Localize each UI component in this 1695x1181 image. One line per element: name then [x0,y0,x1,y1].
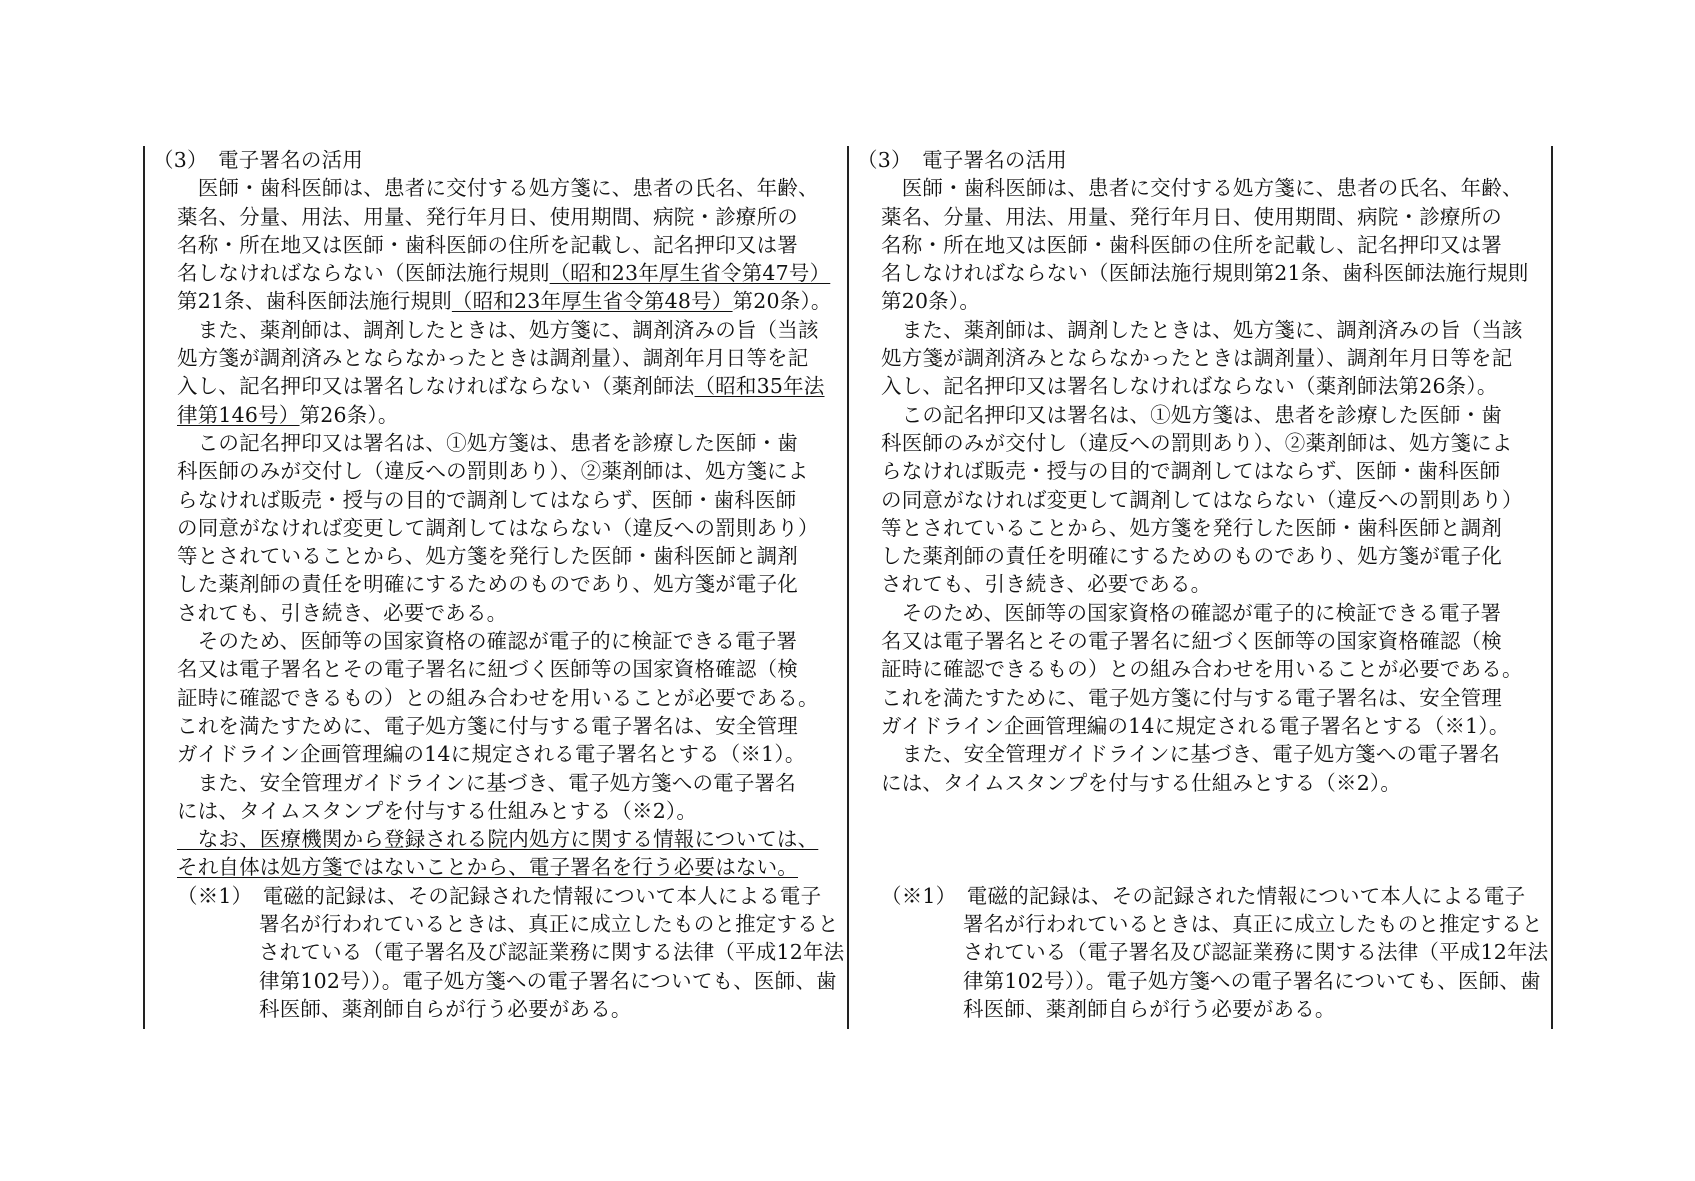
text-line [177,825,817,853]
text-line: 科医師のみが交付し（違反への罰則あり）、②薬剤師は、処方箋によ [881,430,1513,455]
blank-line [857,797,1521,825]
footnote-line: 律第102号））。電子処方箋への電子署名についても、医師、歯 [963,968,1541,993]
text-line: 名称・所在地又は医師・歯科医師の住所を記載し、記名押印又は署 [881,232,1502,257]
text-line: した薬剤師の責任を明確にするためのものであり、処方箋が電子化 [177,572,798,597]
text-line: 医師・歯科医師は、患者に交付する処方箋に、患者の氏名、年齢、 [177,176,819,201]
text-segment: 第26条）。 [299,402,399,427]
section-heading: （3） 電子署名の活用 [153,148,363,172]
column-divider-right [1551,146,1553,1029]
text-line: の同意がなければ変更して調剤してはならない（違反への罰則あり） [177,515,819,540]
paragraph-prescription-signing [857,174,1529,315]
text-line: 名又は電子署名とその電子署名に紐づく医師等の国家資格確認（検 [177,657,798,682]
text-segment: 名しなければならない（医師法施行規則 [177,261,550,286]
footnote-line: 科医師、薬剤師自らが行う必要がある。 [963,996,1336,1021]
text-line: らなければ販売・授与の目的で調剤してはならず、医師・歯科医師 [881,459,1501,484]
column-divider-left [143,146,145,1029]
text-line: 科医師のみが交付し（違反への罰則あり）、②薬剤師は、処方箋によ [177,459,809,484]
text-segment: 第21条、歯科医師法施行規則 [177,289,452,314]
text-line [177,287,832,315]
text-line [177,853,817,881]
text-line: 証時に確認できるもの）との組み合わせを用いることが必要である。 [177,685,819,710]
paragraph-qualification-check [857,599,1521,740]
underlined-revision: （昭和23年厚生省令第48号） [451,289,733,314]
footnote-line: （※1） 電磁的記録は、その記録された情報について本人による電子 [881,883,1526,908]
text-line: されても、引き続き、必要である。 [881,572,1212,597]
text-line: らなければ販売・授与の目的で調剤してはならず、医師・歯科医師 [177,487,797,512]
footnote-line: 署名が行われているときは、真正に成立したものと推定すると [963,912,1543,937]
text-line: 処方箋が調剤済みとならなかったときは調剤量）、調剤年月日等を記 [177,346,809,371]
text-line: 薬名、分量、用法、用量、発行年月日、使用期間、病院・診療所の [177,204,798,229]
paragraph-qualification-check [153,627,817,768]
text-line: この記名押印又は署名は、①処方箋は、患者を診療した医師・歯 [177,430,798,455]
underlined-revision: （昭和35年法 [694,374,825,399]
text-line: には、タイムスタンプを付与する仕組みとする（※2）。 [881,770,1402,795]
paragraph-responsibility [857,401,1521,599]
text-line: 入し、記名押印又は署名しなければならない（薬剤師法第26条）。 [881,374,1498,399]
text-line: した薬剤師の責任を明確にするためのものであり、処方箋が電子化 [881,544,1502,569]
footnote-line: されている（電子署名及び認証業務に関する法律（平成12年法 [963,940,1549,965]
text-line: また、安全管理ガイドラインに基づき、電子処方箋への電子署名 [881,742,1500,767]
text-line: されても、引き続き、必要である。 [177,600,508,625]
footnote-line: されている（電子署名及び認証業務に関する法律（平成12年法 [259,940,845,965]
text-line: そのため、医師等の国家資格の確認が電子的に検証できる電子署 [881,600,1502,625]
blank-line [857,853,1521,881]
text-line [177,372,825,400]
underlined-revision: それ自体は処方箋ではないことから、電子署名を行う必要はない。 [177,855,798,880]
left-column [153,146,845,1023]
underlined-revision: なお、医療機関から登録される院内処方に関する情報については、 [177,827,819,852]
text-line: 第20条）。 [881,289,981,314]
underlined-revision: 律第146号） [177,402,300,427]
paragraph-inhouse-prescription [153,825,817,882]
text-line: そのため、医師等の国家資格の確認が電子的に検証できる電子署 [177,629,798,654]
text-line: これを満たすために、電子処方箋に付与する電子署名は、安全管理 [881,685,1502,710]
text-line [177,259,831,287]
text-line: 薬名、分量、用法、用量、発行年月日、使用期間、病院・診療所の [881,204,1502,229]
text-line: また、薬剤師は、調剤したときは、処方箋に、調剤済みの旨（当該 [881,317,1523,342]
text-line: 名称・所在地又は医師・歯科医師の住所を記載し、記名押印又は署 [177,232,798,257]
text-line: ガイドライン企画管理編の14に規定される電子署名とする（※1）。 [177,742,806,767]
paragraph-timestamp [857,740,1521,797]
section-heading: （3） 電子署名の活用 [857,148,1067,172]
text-line: の同意がなければ変更して調剤してはならない（違反への罰則あり） [881,487,1523,512]
text-line: 医師・歯科医師は、患者に交付する処方箋に、患者の氏名、年齢、 [881,176,1523,201]
column-divider-center [847,146,849,1029]
blank-line [857,825,1521,853]
text-line: 等とされていることから、処方箋を発行した医師・歯科医師と調剤 [881,515,1502,540]
paragraph-pharmacist [153,316,825,429]
footnote-line: 署名が行われているときは、真正に成立したものと推定すると [259,912,839,937]
text-line: この記名押印又は署名は、①処方箋は、患者を診療した医師・歯 [881,402,1502,427]
right-column [857,146,1549,1023]
paragraph-timestamp [153,769,817,826]
text-line: ガイドライン企画管理編の14に規定される電子署名とする（※1）。 [881,713,1510,738]
underlined-revision: （昭和23年厚生省令第47号） [549,261,831,286]
text-line: 証時に確認できるもの）との組み合わせを用いることが必要である。 [881,657,1523,682]
paragraph-prescription-signing [153,174,832,315]
footnote-line: 律第102号））。電子処方箋への電子署名についても、医師、歯 [259,968,837,993]
footnote-line: 科医師、薬剤師自らが行う必要がある。 [259,996,632,1021]
text-segment: 入し、記名押印又は署名しなければならない（薬剤師法 [177,374,695,399]
text-segment: 第20条）。 [732,289,832,314]
text-line: 名又は電子署名とその電子署名に紐づく医師等の国家資格確認（検 [881,629,1502,654]
text-line: また、薬剤師は、調剤したときは、処方箋に、調剤済みの旨（当該 [177,317,819,342]
footnote-1 [857,882,1549,1023]
text-line: 処方箋が調剤済みとならなかったときは調剤量）、調剤年月日等を記 [881,346,1513,371]
text-line: 名しなければならない（医師法施行規則第21条、歯科医師法施行規則 [881,261,1529,286]
text-line: 等とされていることから、処方箋を発行した医師・歯科医師と調剤 [177,544,798,569]
text-line: また、安全管理ガイドラインに基づき、電子処方箋への電子署名 [177,770,796,795]
footnote-1 [153,882,845,1023]
paragraph-responsibility [153,429,817,627]
footnote-line: （※1） 電磁的記録は、その記録された情報について本人による電子 [177,883,822,908]
text-line [177,401,817,429]
text-line: には、タイムスタンプを付与する仕組みとする（※2）。 [177,798,698,823]
paragraph-pharmacist [857,316,1521,401]
text-line: これを満たすために、電子処方箋に付与する電子署名は、安全管理 [177,713,798,738]
